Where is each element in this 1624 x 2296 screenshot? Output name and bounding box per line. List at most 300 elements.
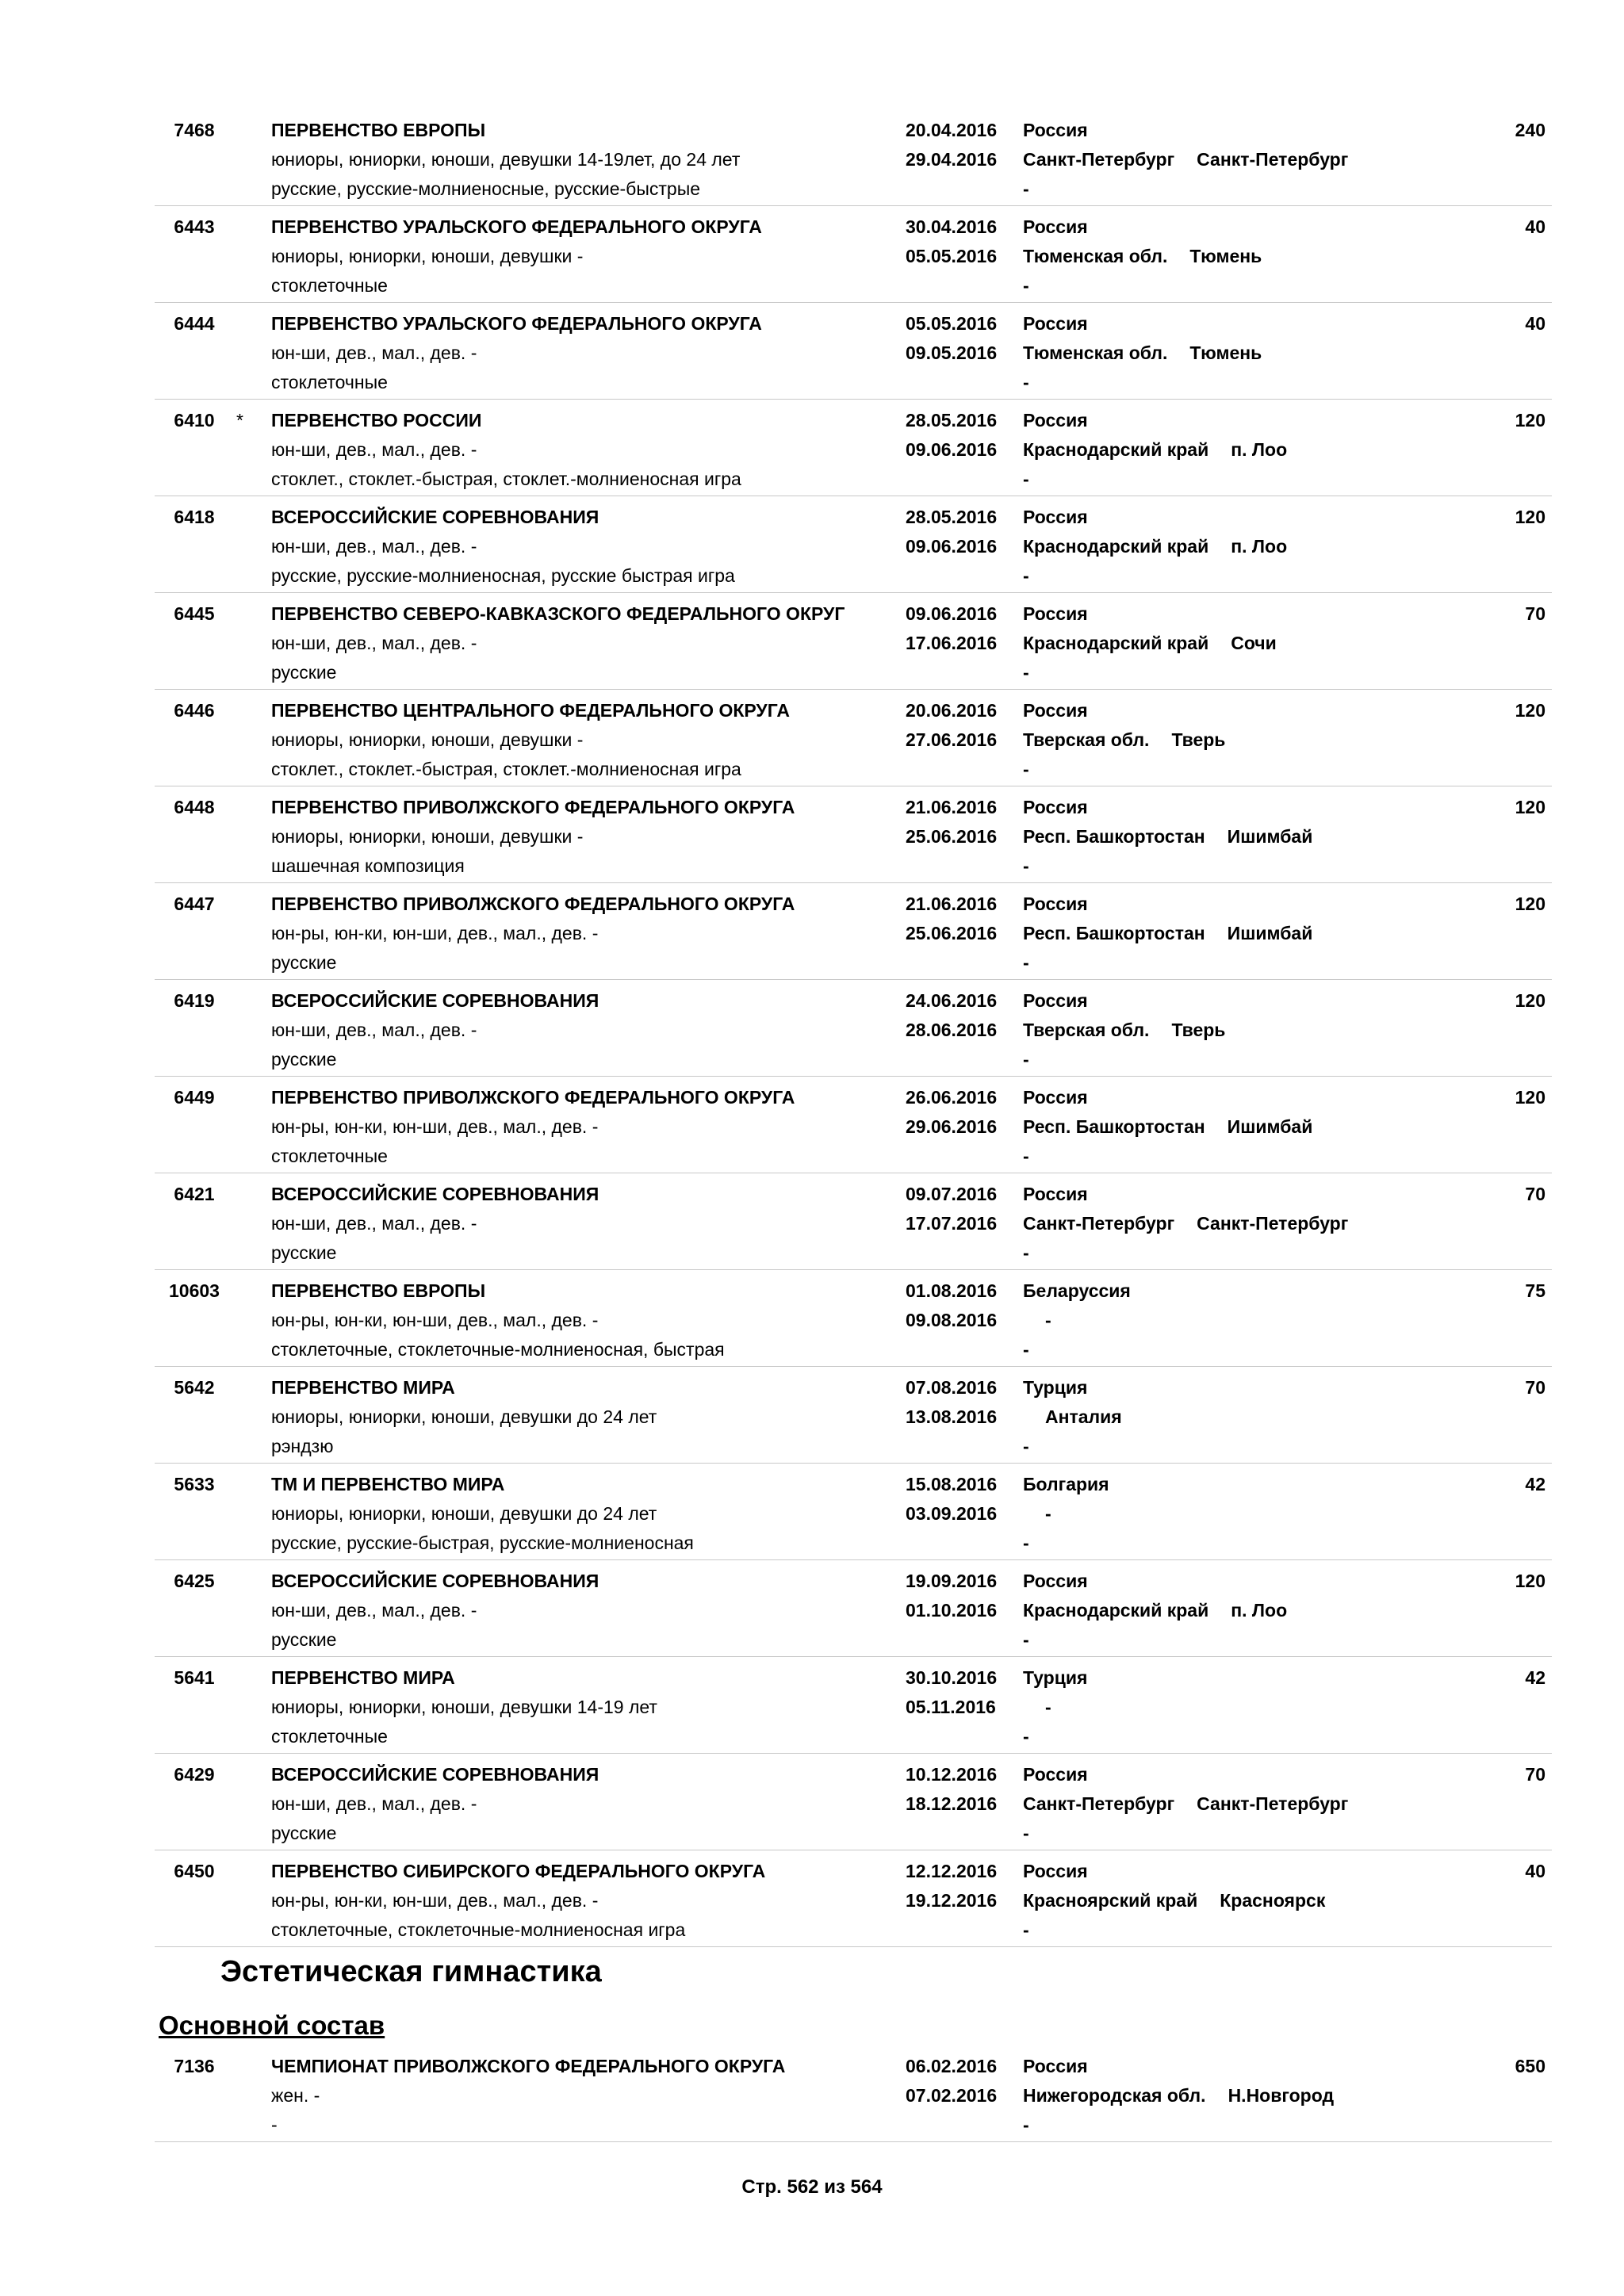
competition-entry [155,883,1552,980]
entry-city: Сочи [1231,633,1277,653]
entry-region: Тюменская обл. [1023,246,1168,266]
entry-points: 70 [1525,1764,1545,1785]
entry-title: ПЕРВЕНСТВО МИРА [271,1667,455,1688]
entry-place [1023,1499,1109,1529]
entry-extra: - [1023,1146,1029,1166]
entry-participants: юн-ши, дев., мал., дев. - [271,1213,477,1234]
entry-city: Ишимбай [1227,923,1313,943]
entry-date-start: 15.08.2016 [906,1474,998,1494]
entry-title: ПЕРВЕНСТВО УРАЛЬСКОГО ФЕДЕРАЛЬНОГО ОКРУГА [271,216,762,237]
entry-discipline: русские [271,1629,337,1650]
entry-location [1023,116,1348,204]
entry-id: 6446 [174,700,215,721]
entry-points: 240 [1515,120,1545,140]
entry-participants: юниоры, юниорки, юноши, девушки 14-19лет, до 24 лет [271,149,741,170]
entry-id: 5633 [174,1474,215,1494]
entry-date-end: 29.06.2016 [906,1116,998,1137]
entry-date-start: 05.05.2016 [906,313,998,334]
entry-details [271,1180,898,1268]
entry-participants: юн-ши, дев., мал., дев. - [271,1020,477,1040]
entry-date-start: 09.06.2016 [906,603,998,624]
entry-dates [906,1567,997,1625]
entry-city: Санкт-Петербург [1197,149,1349,170]
entry-date-end: 13.08.2016 [906,1406,998,1427]
entry-date-end: 28.06.2016 [906,1020,998,1040]
entry-city: Санкт-Петербург [1197,1793,1349,1814]
entry-participants: юниоры, юниорки, юноши, девушки до 24 лет [271,1503,657,1524]
entry-location [1023,212,1262,300]
entry-date-start: 26.06.2016 [906,1087,998,1108]
entry-dates [906,503,997,561]
entry-dates [906,1663,997,1722]
entry-city: Ишимбай [1227,1116,1313,1137]
competition-entry [155,1270,1552,1367]
competition-entry [155,1464,1552,1560]
entry-location [1023,793,1312,881]
entry-place [1023,532,1287,561]
entry-dates [906,2052,997,2110]
entry-details [271,599,898,687]
entry-region: Красноярский край [1023,1890,1198,1911]
competition-entry [155,690,1552,786]
entry-title: ПЕРВЕНСТВО ЕВРОПЫ [271,1280,486,1301]
entry-country: Россия [1023,700,1088,721]
entry-points: 75 [1525,1280,1545,1301]
entry-extra: - [1023,1436,1029,1456]
entry-id: 6429 [174,1764,215,1785]
entry-location [1023,1567,1287,1655]
competition-entry [155,1367,1552,1464]
entry-details [271,1470,898,1558]
competition-entry [155,1754,1552,1850]
entry-place [1023,725,1225,755]
entry-id: 6443 [174,216,215,237]
entry-place [1023,1789,1348,1819]
entry-date-start: 09.07.2016 [906,1184,998,1204]
entry-dates [906,1276,997,1335]
entry-country: Россия [1023,1087,1088,1108]
entry-date-start: 30.10.2016 [906,1667,998,1688]
entry-title: ПЕРВЕНСТВО ПРИВОЛЖСКОГО ФЕДЕРАЛЬНОГО ОКРУГА [271,894,795,914]
entry-country: Россия [1023,507,1088,527]
entry-id: 5642 [174,1377,215,1398]
entry-place [1023,1402,1122,1432]
entry-region: Краснодарский край [1023,633,1209,653]
entry-date-start: 06.02.2016 [906,2056,998,2076]
entry-city: Анталия [1045,1406,1122,1427]
competition-entry [155,1173,1552,1270]
entry-title: ПЕРВЕНСТВО ЕВРОПЫ [271,120,486,140]
entry-dates [906,1857,997,1915]
entry-discipline: стоклет., стоклет.-быстрая, стоклет.-молниеносная игра [271,469,741,489]
entry-points: 120 [1515,1571,1545,1591]
entry-title: ПЕРВЕНСТВО УРАЛЬСКОГО ФЕДЕРАЛЬНОГО ОКРУГА [271,313,762,334]
entry-date-end: 25.06.2016 [906,923,998,943]
entry-extra: - [1023,1823,1029,1843]
entry-points: 120 [1515,410,1545,430]
sport-section-title: Эстетическая гимнастика [220,1955,602,1988]
entry-region: Респ. Башкортостан [1023,923,1205,943]
entry-points: 120 [1515,990,1545,1011]
entry-city: Красноярск [1220,1890,1326,1911]
entry-discipline: русские [271,1049,337,1070]
entry-place [1023,1693,1087,1722]
entry-city: - [1045,1697,1051,1717]
entry-dates [906,1373,997,1432]
entry-date-end: 17.06.2016 [906,633,998,653]
entry-id: 6419 [174,990,215,1011]
entry-id: 5641 [174,1667,215,1688]
entry-date-end: 09.06.2016 [906,536,998,557]
entry-location [1023,1373,1122,1461]
entry-date-start: 19.09.2016 [906,1571,998,1591]
entry-location [1023,696,1225,784]
entry-location [1023,1760,1348,1848]
entry-details [271,1567,898,1655]
entry-city: Тверь [1171,729,1226,750]
entry-discipline: русские [271,1242,337,1263]
entry-country: Россия [1023,313,1088,334]
entry-country: Россия [1023,1184,1088,1204]
entry-details [271,1663,898,1751]
entry-country: Россия [1023,1764,1088,1785]
entry-details [271,1857,898,1945]
entry-location [1023,1276,1131,1364]
page-footer: Стр. 562 из 564 [741,2176,883,2198]
entry-points: 120 [1515,700,1545,721]
entry-details [271,1760,898,1848]
entry-points: 40 [1525,216,1545,237]
entry-region: Краснодарский край [1023,1600,1209,1621]
entry-place [1023,1209,1348,1238]
entry-extra: - [1023,178,1029,199]
entry-participants: юн-ши, дев., мал., дев. - [271,342,477,363]
entry-star-mark: * [236,410,243,430]
competition-entry [155,593,1552,690]
entry-dates [906,696,997,755]
entry-city: Н.Новгород [1228,2085,1335,2106]
entry-location [1023,309,1262,397]
entry-title: ПЕРВЕНСТВО ПРИВОЛЖСКОГО ФЕДЕРАЛЬНОГО ОКРУГА [271,1087,795,1108]
entry-id: 6447 [174,894,215,914]
competition-list [155,109,1552,1947]
entry-location [1023,599,1277,687]
entry-points: 70 [1525,603,1545,624]
entry-participants: юн-ши, дев., мал., дев. - [271,536,477,557]
entry-extra: - [1023,565,1029,586]
entry-place [1023,2081,1334,2110]
entry-location [1023,503,1287,591]
entry-dates [906,793,997,851]
entry-participants: юн-ры, юн-ки, юн-ши, дев., мал., дев. - [271,1890,599,1911]
entry-points: 40 [1525,1861,1545,1881]
entry-participants: жен. - [271,2085,320,2106]
entry-title: ВСЕРОССИЙСКИЕ СОРЕВНОВАНИЯ [271,1571,599,1591]
entry-date-end: 17.07.2016 [906,1213,998,1234]
entry-participants: юн-ры, юн-ки, юн-ши, дев., мал., дев. - [271,923,599,943]
entry-date-end: 05.05.2016 [906,246,998,266]
entry-date-end: 18.12.2016 [906,1793,998,1814]
entry-location [1023,2052,1334,2140]
entry-extra: - [1023,1049,1029,1070]
entry-date-end: 03.09.2016 [906,1503,998,1524]
entry-participants: юн-ши, дев., мал., дев. - [271,439,477,460]
entry-city: п. Лоо [1231,1600,1288,1621]
entry-date-end: 07.02.2016 [906,2085,998,2106]
entry-title: ТМ И ПЕРВЕНСТВО МИРА [271,1474,505,1494]
entry-participants: юн-ры, юн-ки, юн-ши, дев., мал., дев. - [271,1116,599,1137]
entry-points: 120 [1515,507,1545,527]
entry-points: 120 [1515,1087,1545,1108]
entry-discipline: - [271,2114,278,2135]
entry-details [271,1276,898,1364]
entry-points: 120 [1515,797,1545,817]
entry-date-end: 01.10.2016 [906,1600,998,1621]
entry-id: 7468 [174,120,215,140]
entry-dates [906,890,997,948]
entry-date-start: 12.12.2016 [906,1861,998,1881]
competition-entry [155,1850,1552,1947]
entry-country: Россия [1023,216,1088,237]
entry-points: 42 [1525,1474,1545,1494]
entry-extra: - [1023,1242,1029,1263]
entry-date-end: 09.08.2016 [906,1310,998,1330]
entry-region: Санкт-Петербург [1023,149,1175,170]
entry-participants: юниоры, юниорки, юноши, девушки 14-19 лет [271,1697,657,1717]
entry-date-start: 07.08.2016 [906,1377,998,1398]
entry-place [1023,822,1312,851]
entry-id: 6425 [174,1571,215,1591]
competition-entry [155,2045,1552,2142]
entry-city: - [1045,1310,1051,1330]
entry-extra: - [1023,1533,1029,1553]
entry-place [1023,1886,1325,1915]
entry-participants: юн-ши, дев., мал., дев. - [271,1793,477,1814]
entry-id: 6410 [174,410,215,430]
entry-id: 7136 [174,2056,215,2076]
entry-place [1023,339,1262,368]
entry-location [1023,406,1287,494]
entry-date-start: 20.04.2016 [906,120,998,140]
entry-region: Краснодарский край [1023,439,1209,460]
entry-place [1023,919,1312,948]
entry-date-end: 19.12.2016 [906,1890,998,1911]
entry-title: ВСЕРОССИЙСКИЕ СОРЕВНОВАНИЯ [271,507,599,527]
subsection-title: Основной состав [159,2011,385,2040]
entry-country: Турция [1023,1667,1088,1688]
entry-country: Беларуссия [1023,1280,1131,1301]
entry-details [271,1373,898,1461]
entry-date-start: 20.06.2016 [906,700,998,721]
entry-dates [906,1470,997,1529]
entry-title: ПЕРВЕНСТВО МИРА [271,1377,455,1398]
entry-title: ВСЕРОССИЙСКИЕ СОРЕВНОВАНИЯ [271,990,599,1011]
entry-details [271,890,898,978]
entry-points: 70 [1525,1377,1545,1398]
entry-details [271,1083,898,1171]
entry-id: 10603 [169,1280,220,1301]
competition-entry [155,1560,1552,1657]
entry-country: Турция [1023,1377,1088,1398]
entry-date-end: 27.06.2016 [906,729,998,750]
entry-extra: - [1023,1919,1029,1940]
entry-id: 6448 [174,797,215,817]
entry-participants: юн-ши, дев., мал., дев. - [271,633,477,653]
entry-discipline: русские [271,1823,337,1843]
entry-title: ПЕРВЕНСТВО СЕВЕРО-КАВКАЗСКОГО ФЕДЕРАЛЬНОГО ОКРУГ [271,603,845,624]
entry-place [1023,1306,1131,1335]
entry-discipline: стоклет., стоклет.-быстрая, стоклет.-молниеносная игра [271,759,741,779]
entry-dates [906,309,997,368]
entry-country: Россия [1023,894,1088,914]
entry-participants: юниоры, юниорки, юноши, девушки - [271,826,584,847]
entry-dates [906,406,997,465]
competition-entry [155,496,1552,593]
entry-id: 6449 [174,1087,215,1108]
entry-id: 6421 [174,1184,215,1204]
entry-date-start: 10.12.2016 [906,1764,998,1785]
entry-region: Тюменская обл. [1023,342,1168,363]
entry-discipline: стоклеточные [271,1726,388,1747]
entry-date-end: 05.11.2016 [906,1697,996,1717]
entry-date-end: 09.05.2016 [906,342,998,363]
entry-date-start: 28.05.2016 [906,507,998,527]
entry-discipline: стоклеточные, стоклеточные-молниеносная игра [271,1919,686,1940]
entry-extra: - [1023,952,1029,973]
entry-place [1023,1596,1287,1625]
entry-dates [906,986,997,1045]
entry-details [271,309,898,397]
entry-place [1023,242,1262,271]
entry-dates [906,599,997,658]
entry-date-start: 24.06.2016 [906,990,998,1011]
entry-place [1023,1112,1312,1142]
entry-region: Респ. Башкортостан [1023,826,1205,847]
entry-discipline: рэндзю [271,1436,334,1456]
entry-country: Россия [1023,2056,1088,2076]
entry-region: Нижегородская обл. [1023,2085,1206,2106]
entry-title: ВСЕРОССИЙСКИЕ СОРЕВНОВАНИЯ [271,1184,599,1204]
entry-location [1023,1180,1348,1268]
entry-country: Болгария [1023,1474,1109,1494]
entry-location [1023,1083,1312,1171]
entry-date-start: 21.06.2016 [906,797,998,817]
entry-date-end: 09.06.2016 [906,439,998,460]
entry-place [1023,629,1277,658]
entry-region: Краснодарский край [1023,536,1209,557]
entry-dates [906,1760,997,1819]
entry-city: п. Лоо [1231,439,1288,460]
entry-dates [906,1180,997,1238]
entry-region: Санкт-Петербург [1023,1793,1175,1814]
entry-discipline: стоклеточные [271,275,388,296]
entry-city: п. Лоо [1231,536,1288,557]
entry-date-start: 01.08.2016 [906,1280,998,1301]
entry-id: 6445 [174,603,215,624]
entry-details [271,212,898,300]
entry-city: Тверь [1171,1020,1226,1040]
competition-entry [155,980,1552,1077]
entry-country: Россия [1023,410,1088,430]
entry-date-end: 29.04.2016 [906,149,998,170]
entry-discipline: русские, русские-быстрая, русские-молниеносная [271,1533,694,1553]
entry-title: ЧЕМПИОНАТ ПРИВОЛЖСКОГО ФЕДЕРАЛЬНОГО ОКРУГА [271,2056,786,2076]
entry-discipline: шашечная композиция [271,855,465,876]
entry-details [271,406,898,494]
competition-list-aesthetic [155,2045,1552,2142]
entry-country: Россия [1023,1861,1088,1881]
entry-title: ВСЕРОССИЙСКИЕ СОРЕВНОВАНИЯ [271,1764,599,1785]
entry-participants: юн-ры, юн-ки, юн-ши, дев., мал., дев. - [271,1310,599,1330]
entry-location [1023,986,1225,1074]
entry-discipline: русские, русские-молниеносные, русские-быстрые [271,178,701,199]
entry-region: Тверская обл. [1023,729,1150,750]
entry-points: 120 [1515,894,1545,914]
entry-extra: - [1023,372,1029,392]
entry-date-start: 30.04.2016 [906,216,998,237]
entry-details [271,986,898,1074]
entry-extra: - [1023,855,1029,876]
competition-entry [155,109,1552,206]
entry-city: Тюмень [1189,342,1262,363]
entry-participants: юниоры, юниорки, юноши, девушки - [271,729,584,750]
entry-points: 650 [1515,2056,1545,2076]
entry-date-start: 21.06.2016 [906,894,998,914]
entry-dates [906,212,997,271]
entry-points: 70 [1525,1184,1545,1204]
entry-discipline: русские [271,662,337,683]
entry-place [1023,435,1287,465]
competition-entry [155,786,1552,883]
entry-extra: - [1023,469,1029,489]
entry-participants: юниоры, юниорки, юноши, девушки до 24 лет [271,1406,657,1427]
entry-city: - [1045,1503,1051,1524]
entry-dates [906,116,997,174]
entry-dates [906,1083,997,1142]
entry-location [1023,1663,1087,1751]
entry-title: ПЕРВЕНСТВО РОССИИ [271,410,482,430]
entry-country: Россия [1023,120,1088,140]
entry-details [271,116,898,204]
entry-details [271,2052,898,2140]
entry-points: 42 [1525,1667,1545,1688]
entry-country: Россия [1023,603,1088,624]
entry-id: 6450 [174,1861,215,1881]
entry-place [1023,1016,1225,1045]
entry-details [271,503,898,591]
competition-entry [155,1657,1552,1754]
competition-entry [155,400,1552,496]
entry-discipline: стоклеточные [271,372,388,392]
entry-country: Россия [1023,990,1088,1011]
entry-discipline: стоклеточные, стоклеточные-молниеносная, быстрая [271,1339,725,1360]
entry-location [1023,1470,1109,1558]
entry-region: Тверская обл. [1023,1020,1150,1040]
entry-discipline: стоклеточные [271,1146,388,1166]
entry-region: Санкт-Петербург [1023,1213,1175,1234]
entry-extra: - [1023,1726,1029,1747]
entry-location [1023,890,1312,978]
entry-title: ПЕРВЕНСТВО ЦЕНТРАЛЬНОГО ФЕДЕРАЛЬНОГО ОКРУГА [271,700,790,721]
entry-details [271,696,898,784]
entry-region: Респ. Башкортостан [1023,1116,1205,1137]
entry-extra: - [1023,1339,1029,1360]
entry-discipline: русские, русские-молниеносная, русские быстрая игра [271,565,735,586]
entry-title: ПЕРВЕНСТВО ПРИВОЛЖСКОГО ФЕДЕРАЛЬНОГО ОКРУГА [271,797,795,817]
entry-extra: - [1023,759,1029,779]
entry-city: Ишимбай [1227,826,1313,847]
competition-entry [155,206,1552,303]
